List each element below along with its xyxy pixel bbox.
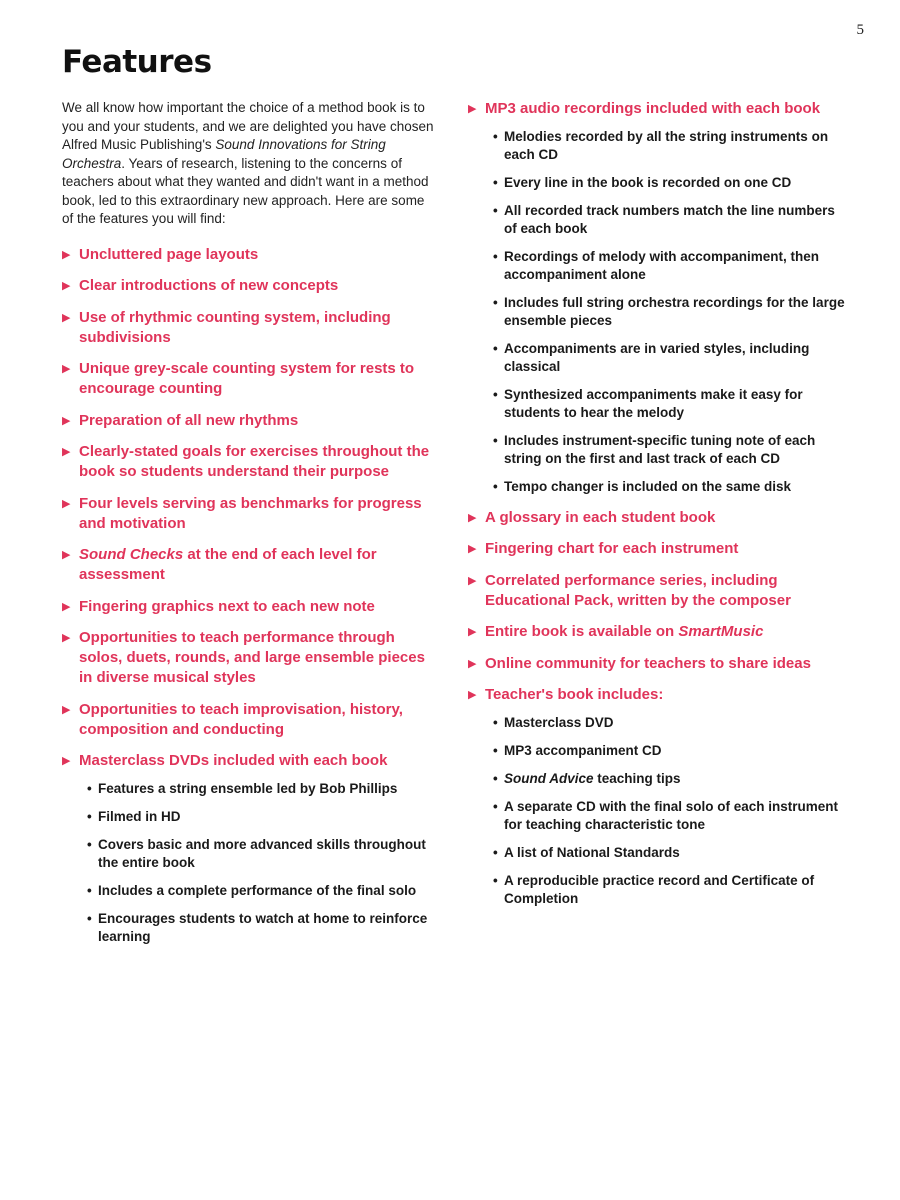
- feature-text-main: Preparation of all new rhythms: [79, 411, 299, 429]
- feature-item: [62, 308, 437, 348]
- feature-text-main: Fingering graphics next to each new note: [79, 597, 375, 615]
- sub-item: [493, 770, 848, 788]
- triangle-right-icon: ▶: [468, 543, 477, 555]
- bullet-dot-icon: •: [493, 341, 498, 356]
- feature-item: [62, 751, 437, 946]
- sub-item: [87, 910, 437, 946]
- feature-item: [62, 442, 437, 482]
- feature-item: [468, 99, 848, 496]
- sub-text-main: Includes instrument-specific tuning note of each string on the first and last track of each CD: [504, 433, 816, 466]
- feature-text: [485, 509, 715, 526]
- feature-text-main: Entire book is available on: [485, 623, 679, 640]
- sub-text-italic: Sound Advice: [504, 771, 594, 786]
- feature-text-main: Online community for teachers to share ideas: [485, 654, 811, 672]
- feature-text-main: Opportunities to teach improvisation, history, composition and conducting: [79, 700, 403, 738]
- sub-text-main: Every line in the book is recorded on one CD: [504, 175, 792, 190]
- feature-text-main: Four levels serving as benchmarks for progress and motivation: [79, 494, 422, 532]
- bullet-dot-icon: •: [87, 883, 92, 898]
- feature-item: [468, 654, 848, 674]
- sub-text: [504, 743, 662, 758]
- feature-item: [468, 571, 848, 611]
- feature-text-main: Fingering chart for each instrument: [485, 540, 739, 557]
- sub-item: [493, 844, 848, 862]
- feature-text: [79, 360, 414, 397]
- triangle-right-icon: ▶: [62, 280, 71, 292]
- sub-text: [504, 249, 819, 282]
- sub-text-main: All recorded track numbers match the line numbers of each book: [504, 203, 835, 236]
- sub-text: [504, 771, 681, 786]
- feature-text: [79, 546, 377, 583]
- right-column: [468, 99, 848, 920]
- triangle-right-icon: ▶: [62, 755, 71, 767]
- triangle-right-icon: ▶: [62, 311, 71, 324]
- bullet-dot-icon: •: [87, 781, 92, 796]
- sub-text: [504, 845, 680, 860]
- feature-text-main: at the end of each level for assessment: [79, 546, 377, 583]
- feature-text-main: Opportunities to teach performance through solos, duets, rounds, and large ensemble pieces in diverse musical styles: [79, 629, 425, 686]
- sub-text: [504, 295, 845, 328]
- sub-item: [87, 882, 437, 900]
- triangle-right-icon: ▶: [62, 703, 71, 716]
- sub-text-main: A list of National Standards: [504, 845, 680, 860]
- sub-item: [493, 798, 848, 834]
- feature-text: [79, 309, 391, 346]
- page-number: 5: [856, 22, 864, 38]
- feature-text-italic: SmartMusic: [678, 623, 764, 640]
- feature-text: [485, 572, 791, 609]
- feature-text-main: Use of rhythmic counting system, including subdivisions: [79, 308, 391, 346]
- feature-text-main: Masterclass DVDs included with each book: [79, 752, 388, 769]
- sub-item: [87, 836, 437, 872]
- feature-text: [485, 655, 811, 672]
- sub-text-main: Includes a complete performance of the final solo: [98, 883, 417, 898]
- feature-item: [62, 276, 437, 296]
- feature-item: [62, 545, 437, 585]
- feature-item: [468, 622, 848, 642]
- feature-text: [79, 752, 387, 769]
- sub-text: [504, 175, 791, 190]
- feature-text-main: Clear introductions of new concepts: [79, 277, 339, 294]
- bullet-dot-icon: •: [493, 129, 498, 144]
- feature-text: [79, 246, 258, 263]
- sub-text-main: Masterclass DVD: [504, 715, 614, 730]
- sub-text: [504, 479, 791, 494]
- sub-text: [98, 911, 427, 944]
- feature-item: [62, 245, 437, 265]
- sub-list: [79, 780, 437, 946]
- bullet-dot-icon: •: [87, 911, 92, 926]
- sub-item: [87, 780, 437, 798]
- sub-text: [98, 809, 181, 824]
- feature-text: [79, 412, 298, 429]
- feature-text-italic: Sound Checks: [79, 546, 184, 563]
- triangle-right-icon: ▶: [468, 657, 477, 670]
- sub-list: [485, 714, 848, 908]
- feature-text-main: MP3 audio recordings included with each book: [485, 100, 821, 117]
- sub-text-main: Recordings of melody with accompaniment, then accompaniment alone: [504, 249, 820, 282]
- bullet-dot-icon: •: [493, 715, 498, 730]
- sub-text: [504, 203, 835, 236]
- triangle-right-icon: ▶: [62, 446, 71, 458]
- feature-text: [79, 629, 425, 686]
- sub-text: [504, 387, 803, 420]
- feature-text-main: A glossary in each student book: [485, 508, 716, 526]
- feature-text-main: Unique grey-scale counting system for rests to encourage counting: [79, 360, 415, 397]
- feature-item: [62, 494, 437, 534]
- sub-item: [493, 174, 848, 192]
- left-feature-list: [62, 245, 437, 947]
- right-feature-list: [468, 99, 848, 908]
- triangle-right-icon: ▶: [62, 248, 71, 261]
- sub-text-main: MP3 accompaniment CD: [504, 743, 662, 758]
- sub-text-main: Covers basic and more advanced skills throughout the entire book: [98, 837, 426, 870]
- sub-item: [493, 202, 848, 238]
- bullet-dot-icon: •: [493, 873, 498, 888]
- sub-item: [493, 714, 848, 732]
- sub-item: [493, 432, 848, 468]
- sub-text-main: Includes full string orchestra recordings for the large ensemble pieces: [504, 295, 845, 328]
- feature-item: [62, 359, 437, 399]
- triangle-right-icon: ▶: [468, 574, 477, 587]
- sub-item: [493, 386, 848, 422]
- bullet-dot-icon: •: [493, 845, 498, 860]
- sub-text-main: Synthesized accompaniments make it easy for students to hear the melody: [504, 387, 803, 420]
- triangle-right-icon: ▶: [62, 549, 71, 561]
- sub-text-main: Accompaniments are in varied styles, including classical: [504, 341, 810, 374]
- feature-item: [468, 508, 848, 528]
- sub-item: [493, 294, 848, 330]
- sub-text: [504, 129, 828, 162]
- sub-text-main: A reproducible practice record and Certificate of Completion: [504, 873, 815, 906]
- sub-text-main: Encourages students to watch at home to reinforce learning: [98, 911, 428, 944]
- triangle-right-icon: ▶: [468, 103, 477, 115]
- bullet-dot-icon: •: [493, 249, 498, 264]
- feature-text: [485, 100, 820, 117]
- sub-item: [493, 340, 848, 376]
- feature-text: [79, 598, 375, 615]
- feature-item: [468, 685, 848, 908]
- triangle-right-icon: ▶: [62, 632, 71, 644]
- feature-item: [62, 700, 437, 740]
- bullet-dot-icon: •: [493, 771, 498, 786]
- sub-text-main: Filmed in HD: [98, 809, 181, 824]
- feature-text: [79, 495, 422, 532]
- feature-text: [485, 623, 763, 640]
- sub-text-main: Melodies recorded by all the string instruments on each CD: [504, 129, 829, 162]
- bullet-dot-icon: •: [87, 837, 92, 852]
- bullet-dot-icon: •: [87, 809, 92, 824]
- intro-paragraph: [62, 99, 437, 229]
- feature-item: [468, 539, 848, 559]
- bullet-dot-icon: •: [493, 387, 498, 402]
- sub-item: [87, 808, 437, 826]
- feature-text: [79, 443, 429, 480]
- sub-text-main: Tempo changer is included on the same disk: [504, 479, 792, 494]
- feature-item: [62, 597, 437, 617]
- feature-text-main: Uncluttered page layouts: [79, 245, 259, 263]
- feature-item: [62, 628, 437, 688]
- bullet-dot-icon: •: [493, 479, 498, 494]
- feature-text-main: Clearly-stated goals for exercises throughout the book so students understand their purpose: [79, 443, 430, 480]
- sub-text: [504, 873, 814, 906]
- triangle-right-icon: ▶: [468, 511, 477, 524]
- sub-text: [504, 341, 809, 374]
- intro-title-italic: Sound Innovations for String Orchestra: [62, 137, 386, 171]
- feature-text: [485, 540, 738, 557]
- triangle-right-icon: ▶: [62, 414, 71, 427]
- feature-text-main: Correlated performance series, including Educational Pack, written by the composer: [485, 571, 791, 609]
- feature-text: [79, 701, 403, 738]
- sub-item: [493, 248, 848, 284]
- bullet-dot-icon: •: [493, 175, 498, 190]
- feature-text: [485, 686, 663, 703]
- sub-text: [504, 715, 614, 730]
- bullet-dot-icon: •: [493, 799, 498, 814]
- page-title: Features: [62, 44, 212, 80]
- sub-text-main: Features a string ensemble led by Bob Phillips: [98, 781, 398, 796]
- triangle-right-icon: ▶: [468, 626, 477, 638]
- triangle-right-icon: ▶: [468, 689, 477, 701]
- bullet-dot-icon: •: [493, 203, 498, 218]
- feature-text-main: Teacher's book includes:: [485, 686, 664, 703]
- left-column: [62, 99, 437, 958]
- intro-text-2: . Years of research, listening to the concerns of teachers about what they wanted and didn't want in a method book, led to this extraordinary new approach. Here are some of the features you will find:: [62, 155, 429, 226]
- sub-text: [98, 883, 416, 898]
- sub-text-main: A separate CD with the final solo of each instrument for teaching characteristic tone: [504, 799, 839, 832]
- feature-text: [79, 277, 338, 294]
- triangle-right-icon: ▶: [62, 600, 71, 613]
- sub-item: [493, 872, 848, 908]
- sub-item: [493, 742, 848, 760]
- bullet-dot-icon: •: [493, 295, 498, 310]
- sub-text-main: teaching tips: [593, 771, 681, 786]
- sub-item: [493, 128, 848, 164]
- sub-text: [504, 799, 838, 832]
- sub-text: [504, 433, 815, 466]
- triangle-right-icon: ▶: [62, 497, 71, 510]
- triangle-right-icon: ▶: [62, 363, 71, 375]
- sub-list: [485, 128, 848, 496]
- bullet-dot-icon: •: [493, 433, 498, 448]
- sub-text: [98, 781, 397, 796]
- sub-text: [98, 837, 426, 870]
- bullet-dot-icon: •: [493, 743, 498, 758]
- feature-item: [62, 411, 437, 431]
- sub-item: [493, 478, 848, 496]
- intro-text-1: We all know how important the choice of a method book is to you and your students, and we are delighted you have chosen Alfred Music Publishing's: [62, 100, 434, 152]
